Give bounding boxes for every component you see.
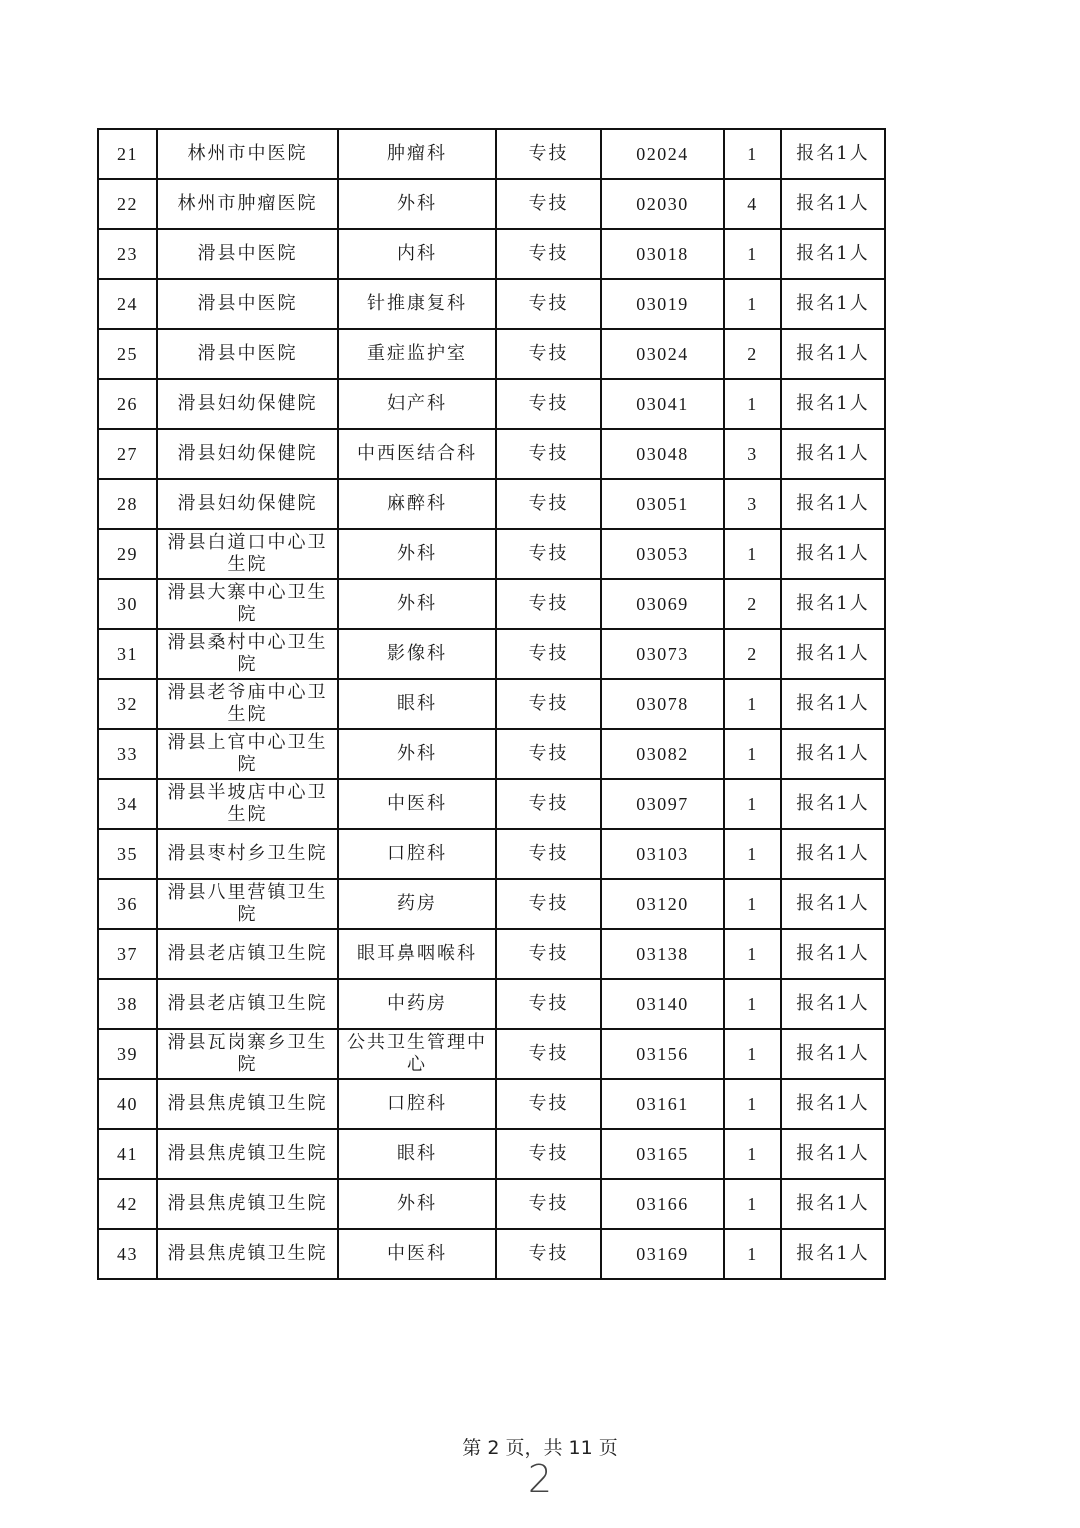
- cell-dept: 眼科: [338, 1129, 496, 1179]
- cell-count: 1: [724, 979, 781, 1029]
- table-row: [98, 229, 885, 279]
- cell-type: 专技: [496, 279, 601, 329]
- cell-type: 专技: [496, 1029, 601, 1079]
- cell-code: 03069: [601, 579, 724, 629]
- cell-count: 2: [724, 329, 781, 379]
- cell-seq: 22: [98, 179, 157, 229]
- cell-count: 1: [724, 879, 781, 929]
- cell-dept: 针推康复科: [338, 279, 496, 329]
- cell-note: 报名1人: [781, 679, 885, 729]
- cell-dept: 妇产科: [338, 379, 496, 429]
- cell-dept: 外科: [338, 729, 496, 779]
- cell-count: 3: [724, 479, 781, 529]
- cell-dept: 外科: [338, 1179, 496, 1229]
- cell-count: 1: [724, 1179, 781, 1229]
- cell-note: 报名1人: [781, 529, 885, 579]
- cell-code: 03166: [601, 1179, 724, 1229]
- cell-seq: 27: [98, 429, 157, 479]
- cell-seq: 31: [98, 629, 157, 679]
- table-row: [98, 179, 885, 229]
- cell-type: 专技: [496, 129, 601, 179]
- cell-code: 02030: [601, 179, 724, 229]
- cell-seq: 37: [98, 929, 157, 979]
- cell-count: 1: [724, 1029, 781, 1079]
- cell-seq: 35: [98, 829, 157, 879]
- cell-seq: 24: [98, 279, 157, 329]
- cell-code: 03165: [601, 1129, 724, 1179]
- cell-type: 专技: [496, 729, 601, 779]
- cell-unit: 滑县老爷庙中心卫生院: [157, 679, 338, 729]
- cell-code: 03120: [601, 879, 724, 929]
- cell-code: 03103: [601, 829, 724, 879]
- cell-seq: 29: [98, 529, 157, 579]
- cell-code: 03053: [601, 529, 724, 579]
- table-row: [98, 379, 885, 429]
- cell-unit: 滑县焦虎镇卫生院: [157, 1079, 338, 1129]
- cell-note: 报名1人: [781, 329, 885, 379]
- cell-type: 专技: [496, 1079, 601, 1129]
- cell-unit: 滑县中医院: [157, 329, 338, 379]
- cell-type: 专技: [496, 979, 601, 1029]
- cell-unit: 滑县白道口中心卫生院: [157, 529, 338, 579]
- table-row: [98, 579, 885, 629]
- cell-code: 03097: [601, 779, 724, 829]
- cell-count: 2: [724, 629, 781, 679]
- cell-note: 报名1人: [781, 629, 885, 679]
- cell-count: 1: [724, 279, 781, 329]
- table-row: [98, 629, 885, 679]
- cell-note: 报名1人: [781, 1029, 885, 1079]
- cell-dept: 口腔科: [338, 1079, 496, 1129]
- cell-code: 03048: [601, 429, 724, 479]
- cell-code: 03156: [601, 1029, 724, 1079]
- cell-code: 03041: [601, 379, 724, 429]
- cell-type: 专技: [496, 1229, 601, 1279]
- cell-type: 专技: [496, 429, 601, 479]
- cell-unit: 滑县老店镇卫生院: [157, 979, 338, 1029]
- table-row: [98, 1079, 885, 1129]
- cell-dept: 外科: [338, 179, 496, 229]
- cell-unit: 滑县半坡店中心卫生院: [157, 779, 338, 829]
- table-row: [98, 529, 885, 579]
- cell-code: 03024: [601, 329, 724, 379]
- cell-type: 专技: [496, 229, 601, 279]
- table-row: [98, 429, 885, 479]
- cell-note: 报名1人: [781, 479, 885, 529]
- cell-type: 专技: [496, 479, 601, 529]
- cell-note: 报名1人: [781, 579, 885, 629]
- cell-type: 专技: [496, 1129, 601, 1179]
- cell-note: 报名1人: [781, 879, 885, 929]
- cell-unit: 滑县妇幼保健院: [157, 479, 338, 529]
- cell-type: 专技: [496, 779, 601, 829]
- cell-seq: 36: [98, 879, 157, 929]
- cell-unit: 林州市肿瘤医院: [157, 179, 338, 229]
- cell-note: 报名1人: [781, 979, 885, 1029]
- table-row: [98, 679, 885, 729]
- cell-seq: 34: [98, 779, 157, 829]
- cell-unit: 滑县妇幼保健院: [157, 429, 338, 479]
- table-row: [98, 929, 885, 979]
- cell-count: 1: [724, 829, 781, 879]
- cell-count: 1: [724, 229, 781, 279]
- cell-seq: 38: [98, 979, 157, 1029]
- cell-seq: 32: [98, 679, 157, 729]
- cell-dept: 麻醉科: [338, 479, 496, 529]
- cell-seq: 39: [98, 1029, 157, 1079]
- cell-unit: 滑县老店镇卫生院: [157, 929, 338, 979]
- cell-note: 报名1人: [781, 779, 885, 829]
- cell-count: 1: [724, 1079, 781, 1129]
- cell-count: 2: [724, 579, 781, 629]
- table-row: [98, 729, 885, 779]
- cell-dept: 中西医结合科: [338, 429, 496, 479]
- cell-count: 1: [724, 729, 781, 779]
- cell-type: 专技: [496, 829, 601, 879]
- cell-unit: 滑县妇幼保健院: [157, 379, 338, 429]
- cell-seq: 43: [98, 1229, 157, 1279]
- cell-dept: 公共卫生管理中心: [338, 1029, 496, 1079]
- cell-count: 3: [724, 429, 781, 479]
- cell-count: 1: [724, 379, 781, 429]
- cell-type: 专技: [496, 929, 601, 979]
- cell-dept: 影像科: [338, 629, 496, 679]
- cell-note: 报名1人: [781, 229, 885, 279]
- cell-code: 03018: [601, 229, 724, 279]
- cell-seq: 23: [98, 229, 157, 279]
- cell-note: 报名1人: [781, 1179, 885, 1229]
- cell-dept: 重症监护室: [338, 329, 496, 379]
- cell-unit: 林州市中医院: [157, 129, 338, 179]
- cell-dept: 中医科: [338, 1229, 496, 1279]
- positions-table: [97, 128, 886, 1280]
- cell-note: 报名1人: [781, 1079, 885, 1129]
- cell-count: 1: [724, 679, 781, 729]
- page-number: 2: [527, 1457, 553, 1501]
- cell-type: 专技: [496, 679, 601, 729]
- table-row: [98, 479, 885, 529]
- table-body: [98, 129, 885, 1279]
- cell-count: 1: [724, 129, 781, 179]
- cell-unit: 滑县枣村乡卫生院: [157, 829, 338, 879]
- cell-dept: 外科: [338, 579, 496, 629]
- cell-count: 4: [724, 179, 781, 229]
- cell-code: 02024: [601, 129, 724, 179]
- cell-seq: 33: [98, 729, 157, 779]
- cell-unit: 滑县中医院: [157, 229, 338, 279]
- cell-note: 报名1人: [781, 179, 885, 229]
- cell-unit: 滑县八里营镇卫生院: [157, 879, 338, 929]
- cell-type: 专技: [496, 379, 601, 429]
- cell-code: 03161: [601, 1079, 724, 1129]
- cell-code: 03019: [601, 279, 724, 329]
- cell-code: 03138: [601, 929, 724, 979]
- cell-dept: 眼科: [338, 679, 496, 729]
- cell-seq: 30: [98, 579, 157, 629]
- cell-count: 1: [724, 779, 781, 829]
- cell-type: 专技: [496, 629, 601, 679]
- cell-code: 03082: [601, 729, 724, 779]
- cell-seq: 25: [98, 329, 157, 379]
- cell-dept: 口腔科: [338, 829, 496, 879]
- cell-seq: 41: [98, 1129, 157, 1179]
- table-row: [98, 129, 885, 179]
- cell-count: 1: [724, 929, 781, 979]
- cell-dept: 药房: [338, 879, 496, 929]
- table-row: [98, 1179, 885, 1229]
- cell-code: 03073: [601, 629, 724, 679]
- cell-seq: 42: [98, 1179, 157, 1229]
- table-row: [98, 979, 885, 1029]
- table-row: [98, 779, 885, 829]
- cell-note: 报名1人: [781, 129, 885, 179]
- cell-seq: 26: [98, 379, 157, 429]
- table-row: [98, 329, 885, 379]
- cell-seq: 40: [98, 1079, 157, 1129]
- cell-count: 1: [724, 1129, 781, 1179]
- table-row: [98, 279, 885, 329]
- cell-dept: 中药房: [338, 979, 496, 1029]
- cell-unit: 滑县上官中心卫生院: [157, 729, 338, 779]
- cell-code: 03169: [601, 1229, 724, 1279]
- table-row: [98, 1029, 885, 1079]
- cell-note: 报名1人: [781, 829, 885, 879]
- cell-dept: 外科: [338, 529, 496, 579]
- cell-code: 03140: [601, 979, 724, 1029]
- cell-type: 专技: [496, 529, 601, 579]
- cell-note: 报名1人: [781, 429, 885, 479]
- cell-type: 专技: [496, 329, 601, 379]
- table-row: [98, 1129, 885, 1179]
- cell-unit: 滑县焦虎镇卫生院: [157, 1179, 338, 1229]
- cell-note: 报名1人: [781, 1129, 885, 1179]
- cell-seq: 28: [98, 479, 157, 529]
- cell-note: 报名1人: [781, 729, 885, 779]
- cell-dept: 内科: [338, 229, 496, 279]
- page-footer-label: 第 2 页，共 11 页: [462, 1437, 618, 1459]
- table-row: [98, 879, 885, 929]
- cell-type: 专技: [496, 179, 601, 229]
- table-row: [98, 829, 885, 879]
- cell-code: 03051: [601, 479, 724, 529]
- cell-unit: 滑县瓦岗寨乡卫生院: [157, 1029, 338, 1079]
- table-row: [98, 1229, 885, 1279]
- cell-unit: 滑县桑村中心卫生院: [157, 629, 338, 679]
- cell-type: 专技: [496, 1179, 601, 1229]
- cell-note: 报名1人: [781, 279, 885, 329]
- cell-unit: 滑县中医院: [157, 279, 338, 329]
- cell-count: 1: [724, 1229, 781, 1279]
- cell-dept: 眼耳鼻咽喉科: [338, 929, 496, 979]
- cell-note: 报名1人: [781, 1229, 885, 1279]
- cell-dept: 中医科: [338, 779, 496, 829]
- cell-type: 专技: [496, 879, 601, 929]
- cell-seq: 21: [98, 129, 157, 179]
- cell-note: 报名1人: [781, 929, 885, 979]
- cell-unit: 滑县大寨中心卫生院: [157, 579, 338, 629]
- cell-dept: 肿瘤科: [338, 129, 496, 179]
- cell-unit: 滑县焦虎镇卫生院: [157, 1129, 338, 1179]
- cell-count: 1: [724, 529, 781, 579]
- cell-code: 03078: [601, 679, 724, 729]
- cell-type: 专技: [496, 579, 601, 629]
- cell-unit: 滑县焦虎镇卫生院: [157, 1229, 338, 1279]
- cell-note: 报名1人: [781, 379, 885, 429]
